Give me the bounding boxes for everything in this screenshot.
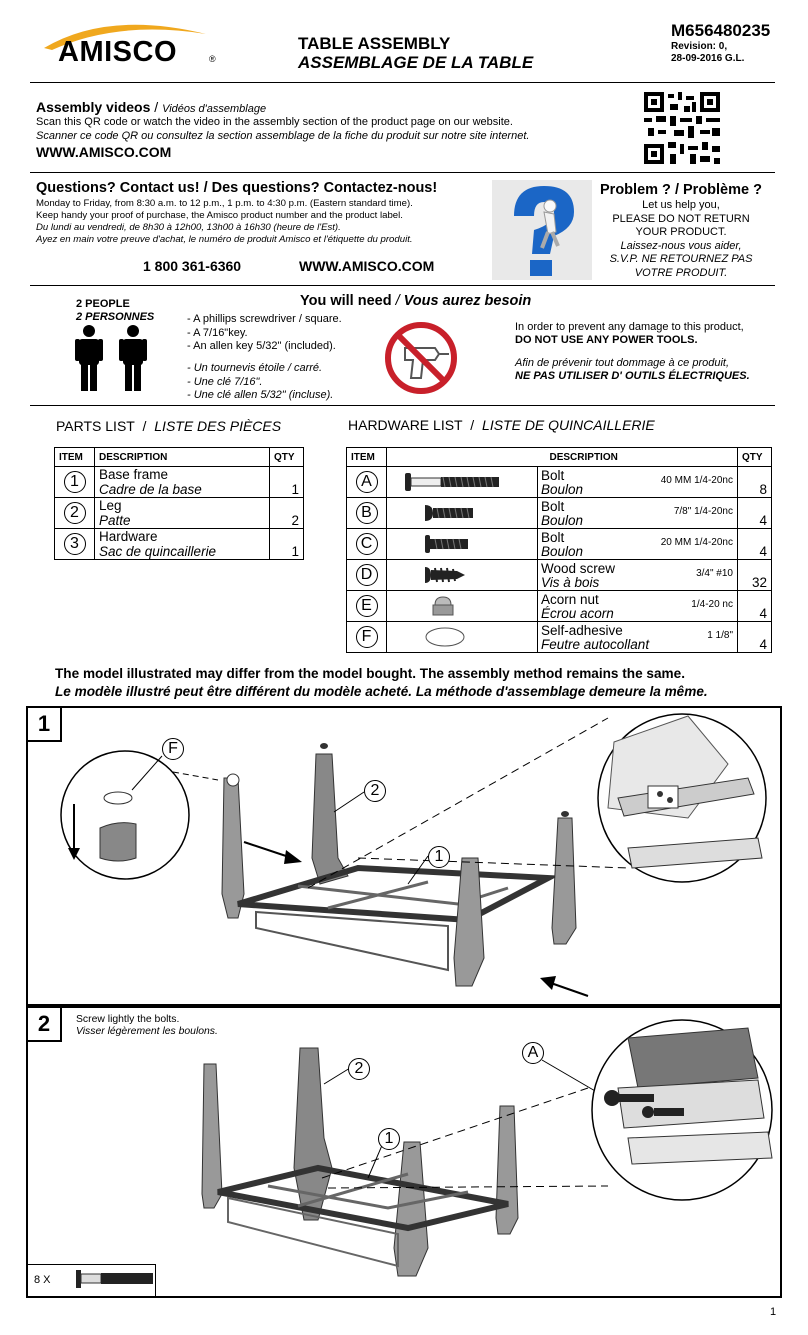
desc-en: Base frame xyxy=(99,467,169,482)
col-item: ITEM xyxy=(55,448,95,467)
desc-fr: Patte xyxy=(99,513,131,528)
desc-en: Leg xyxy=(99,498,122,513)
desc-fr: Vis à bois xyxy=(541,575,600,590)
description-cell xyxy=(538,622,738,653)
desc-fr: Écrou acorn xyxy=(541,606,614,621)
image-cell xyxy=(387,498,538,529)
parts-table-header xyxy=(55,448,304,467)
need-heading-fr: Vous aurez besoin xyxy=(403,293,532,309)
item-cell xyxy=(55,467,95,498)
felt-pad-icon xyxy=(423,626,533,648)
description-cell xyxy=(95,498,270,529)
table-row xyxy=(347,622,772,653)
table-row xyxy=(347,467,772,498)
tools-item: - Une clé allen 5/32" (incluse). xyxy=(187,389,334,401)
table-row xyxy=(55,467,304,498)
qr-code-icon[interactable] xyxy=(644,92,720,164)
product-number: M656480235 xyxy=(671,21,771,40)
question-mark-icon xyxy=(492,180,592,280)
problem-line6: VOTRE PRODUIT. xyxy=(634,266,728,279)
qty-cell: 8 xyxy=(738,467,772,498)
warning-en1: In order to prevent any damage to this product, xyxy=(515,321,744,333)
item-badge: F xyxy=(356,626,378,648)
problem-text xyxy=(598,199,764,280)
description-cell xyxy=(538,529,738,560)
item-cell xyxy=(55,529,95,560)
qty-cell: 4 xyxy=(738,529,772,560)
callout-a: A xyxy=(522,1042,544,1064)
table-row xyxy=(55,529,304,560)
item-badge: D xyxy=(356,564,378,586)
desc-spec: 3/4" #10 xyxy=(696,568,733,579)
desc-en: Wood screw xyxy=(541,561,616,576)
desc-en: Hardware xyxy=(99,529,158,544)
qty-cell: 32 xyxy=(738,560,772,591)
description-cell xyxy=(538,467,738,498)
problem-line3: YOUR PRODUCT. xyxy=(635,226,727,238)
item-cell xyxy=(347,622,387,653)
divider xyxy=(30,285,775,286)
problem-heading: Problem ? / Problème ? xyxy=(600,182,762,198)
videos-heading-en: Assembly videos xyxy=(36,99,151,115)
item-badge: 3 xyxy=(64,533,86,555)
hardware-list-title-sep: / xyxy=(470,417,475,433)
col-qty: QTY xyxy=(738,448,772,467)
step-2-number: 2 xyxy=(28,1008,62,1042)
contact-phone[interactable]: 1 800 361-6360 xyxy=(143,258,242,274)
warning-fr1: Afin de prévenir tout dommage à ce produit, xyxy=(515,357,730,369)
tools-item: - Une clé 7/16". xyxy=(187,375,263,388)
qty-cell: 2 xyxy=(270,498,304,529)
item-cell xyxy=(347,591,387,622)
image-cell xyxy=(387,529,538,560)
step-2-panel xyxy=(26,1006,782,1298)
item-cell xyxy=(347,467,387,498)
col-qty: QTY xyxy=(270,448,304,467)
table-row xyxy=(347,529,772,560)
item-badge: C xyxy=(356,533,378,555)
videos-heading-fr: Vidéos d'assemblage xyxy=(162,103,267,115)
hardware-table-header xyxy=(347,448,772,467)
divider xyxy=(30,172,775,173)
divider xyxy=(30,405,775,406)
brand-logo xyxy=(38,14,223,70)
callout-frame: 1 xyxy=(428,846,450,868)
brand-name: AMISCO xyxy=(58,36,177,68)
brand-registered: ® xyxy=(209,54,216,64)
description-cell xyxy=(538,498,738,529)
qty-cell: 1 xyxy=(270,529,304,560)
table-row xyxy=(55,498,304,529)
hardware-list-title-en: HARDWARE LIST xyxy=(348,417,463,433)
parts-list-title-sep: / xyxy=(142,418,147,434)
qty-cell: 4 xyxy=(738,622,772,653)
need-heading-sep: / xyxy=(395,293,400,309)
callout-f: F xyxy=(162,738,184,760)
revision: Revision: 0, xyxy=(671,41,728,52)
description-cell xyxy=(95,529,270,560)
desc-spec: 40 MM 1/4-20nc xyxy=(660,475,733,486)
bolt-20mm-icon xyxy=(423,534,533,554)
item-badge: A xyxy=(356,471,378,493)
notice-fr: Le modèle illustré peut être différent du modèle acheté. La méthode d'assemblage demeure la même. xyxy=(55,684,708,699)
table-row xyxy=(347,498,772,529)
desc-en: Bolt xyxy=(541,468,565,483)
problem-line1: Let us help you, xyxy=(642,199,720,211)
parts-list-title-en: PARTS LIST xyxy=(56,418,135,434)
qty-cell: 4 xyxy=(738,591,772,622)
need-heading xyxy=(300,293,531,309)
desc-spec: 7/8" 1/4-20nc xyxy=(673,506,733,517)
desc-spec: 20 MM 1/4-20nc xyxy=(660,537,733,548)
videos-heading xyxy=(36,99,266,115)
step-2-instr-en: Screw lightly the bolts. xyxy=(76,1014,180,1025)
wood-screw-icon xyxy=(423,565,533,585)
item-cell xyxy=(347,529,387,560)
tools-list-en xyxy=(187,313,342,354)
page-title-fr: ASSEMBLAGE DE LA TABLE xyxy=(298,53,534,72)
revision-date: 28-09-2016 G.L. xyxy=(671,53,745,64)
col-image xyxy=(387,448,538,467)
warning-en2: DO NOT USE ANY POWER TOOLS. xyxy=(515,334,698,346)
desc-en: Bolt xyxy=(541,530,565,545)
desc-fr: Boulon xyxy=(541,544,584,559)
bolt-7-8-icon xyxy=(423,503,533,523)
col-description: DESCRIPTION xyxy=(95,448,270,467)
videos-heading-sep: / xyxy=(154,99,159,115)
problem-line2: PLEASE DO NOT RETURN xyxy=(612,212,750,225)
qty-cell: 4 xyxy=(738,498,772,529)
divider xyxy=(30,82,775,83)
step-2-instr-fr: Visser légèrement les boulons. xyxy=(76,1026,218,1037)
table-row xyxy=(347,560,772,591)
no-power-tools-icon xyxy=(383,320,459,396)
step-1-number: 1 xyxy=(28,708,62,742)
acorn-nut-icon xyxy=(423,595,533,617)
parts-list-title-fr: LISTE DES PIÈCES xyxy=(154,418,282,434)
callout-leg: 2 xyxy=(364,780,386,802)
image-cell xyxy=(387,591,538,622)
desc-fr: Cadre de la base xyxy=(99,482,202,497)
contact-line4: Ayez en main votre preuve d'achat, le numéro de produit Amisco et l'étiquette du produit. xyxy=(36,234,413,245)
tools-item: - A phillips screwdriver / square. xyxy=(187,313,342,325)
item-badge: E xyxy=(356,595,378,617)
desc-fr: Feutre autocollant xyxy=(541,637,650,652)
description-cell xyxy=(95,467,270,498)
description-cell xyxy=(538,560,738,591)
callout-frame: 1 xyxy=(378,1128,400,1150)
parts-table xyxy=(54,447,304,560)
callout-leg: 2 xyxy=(348,1058,370,1080)
step-2-illustration xyxy=(28,1008,780,1296)
contact-line3: Du lundi au vendredi, de 8h30 à 12h00, 13h00 à 16h30 (heure de l'Est). xyxy=(36,222,341,233)
page-title: TABLE ASSEMBLY xyxy=(298,34,451,53)
contact-url[interactable]: WWW.AMISCO.COM xyxy=(299,258,435,274)
tools-item: - Un tournevis étoile / carré. xyxy=(187,362,323,374)
col-item: ITEM xyxy=(347,448,387,467)
problem-line4: Laissez-nous vous aider, xyxy=(620,239,742,252)
image-cell xyxy=(387,560,538,591)
videos-line-en: Scan this QR code or watch the video in the assembly section of the product page on our website. xyxy=(36,116,513,128)
warning-fr2: NE PAS UTILISER D' OUTILS ÉLECTRIQUES. xyxy=(515,370,750,382)
page-number: 1 xyxy=(770,1306,777,1318)
image-cell xyxy=(387,622,538,653)
people-en: 2 PEOPLE xyxy=(76,298,130,310)
need-heading-en: You will need xyxy=(300,293,392,309)
desc-fr: Boulon xyxy=(541,482,584,497)
problem-line5: S.V.P. NE RETOURNEZ PAS xyxy=(609,253,753,265)
desc-en: Bolt xyxy=(541,499,565,514)
hardware-table xyxy=(346,447,772,653)
tools-list-fr xyxy=(187,362,333,403)
bolt-qty-label: 8 X xyxy=(34,1274,51,1286)
videos-line-fr: Scanner ce code QR ou consultez la section assemblage de la fiche du produit sur notre site internet. xyxy=(36,130,530,142)
contact-line2: Keep handy your proof of purchase, the Amisco product number and the product label. xyxy=(36,210,403,221)
qty-cell: 1 xyxy=(270,467,304,498)
item-badge: B xyxy=(356,502,378,524)
videos-url[interactable]: WWW.AMISCO.COM xyxy=(36,144,172,160)
two-people-icon xyxy=(73,325,153,391)
desc-en: Self-adhesive xyxy=(541,623,623,638)
image-cell xyxy=(387,467,538,498)
parts-list-title xyxy=(56,418,281,434)
desc-spec: 1/4-20 nc xyxy=(691,599,733,610)
desc-fr: Sac de quincaillerie xyxy=(99,544,217,559)
people-fr: 2 PERSONNES xyxy=(76,311,155,323)
hardware-list-title-fr: LISTE DE QUINCAILLERIE xyxy=(482,417,655,433)
tools-item: - A 7/16"key. xyxy=(187,326,248,339)
desc-spec: 1 1/8" xyxy=(707,630,733,641)
table-row xyxy=(347,591,772,622)
description-cell xyxy=(538,591,738,622)
item-cell xyxy=(347,560,387,591)
notice-en: The model illustrated may differ from the model bought. The assembly method remains the same. xyxy=(55,666,685,681)
item-badge: 1 xyxy=(64,471,86,493)
item-badge: 2 xyxy=(64,502,86,524)
contact-line1: Monday to Friday, from 8:30 a.m. to 12 p.m., 1 p.m. to 4:30 p.m. (Eastern standard time). xyxy=(36,198,413,209)
hardware-list-title xyxy=(348,417,655,433)
item-cell xyxy=(55,498,95,529)
contact-heading: Questions? Contact us! / Des questions? Contactez-nous! xyxy=(36,180,438,196)
item-cell xyxy=(347,498,387,529)
tools-item: - An allen key 5/32" (included). xyxy=(187,340,336,352)
step-1-panel xyxy=(26,706,782,1006)
col-description: DESCRIPTION xyxy=(538,448,738,467)
desc-fr: Boulon xyxy=(541,513,584,528)
step-1-illustration xyxy=(28,708,780,1004)
desc-en: Acorn nut xyxy=(541,592,599,607)
bolt-40mm-icon xyxy=(403,472,513,492)
